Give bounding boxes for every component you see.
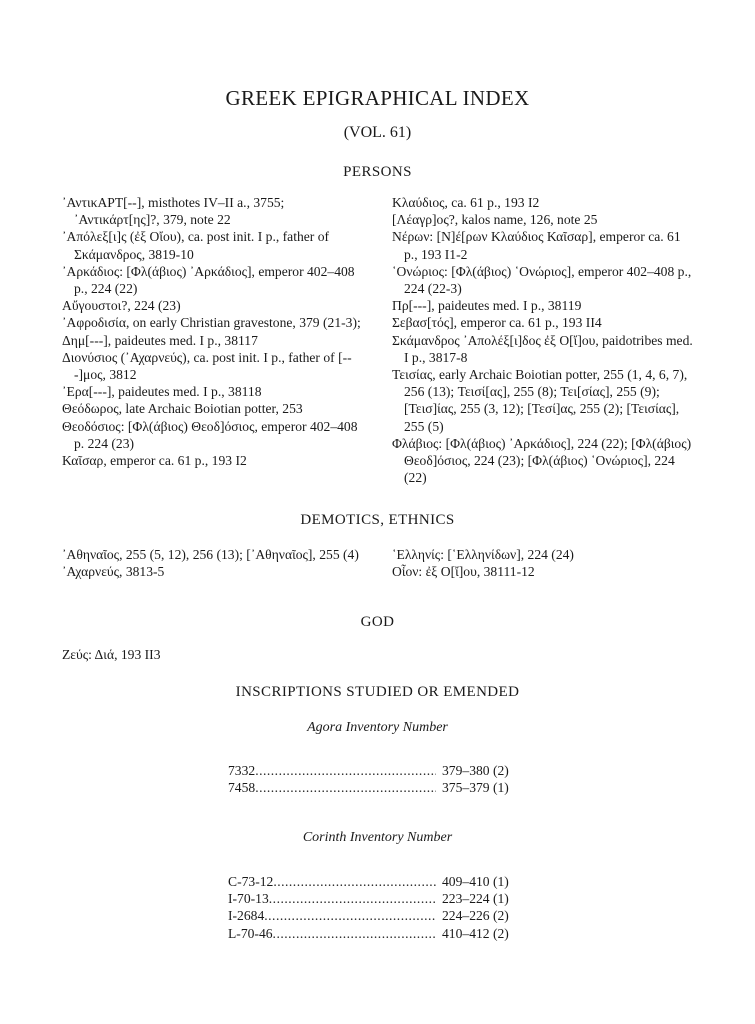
index-entry: ῾Ελληνίς: [῾Ελληνίδων], 224 (24) — [392, 547, 574, 562]
page-reference: 410–412 (2) — [442, 925, 509, 941]
leader-dots — [264, 907, 436, 924]
persons-left-column — [62, 194, 368, 469]
demotics-left-column — [62, 546, 368, 580]
index-entry: Νέρων: [Ν]έ[ρων Κλαύδιος Καῖσαρ], emperor ca. 61 p., 193 I1-2 — [392, 229, 681, 262]
index-entry: ᾿Αρκάδιος: [Φλ(άβιος) ᾿Αρκάδιος], emperor 402–408 p., 224 (22) — [62, 263, 355, 297]
inventory-number: I-2684 — [228, 908, 265, 924]
inventory-number: C-73-12 — [228, 874, 274, 889]
page-reference: 223–224 (1) — [442, 891, 509, 907]
index-entry: Σεβασ[τός], emperor ca. 61 p., 193 II4 — [392, 315, 602, 331]
inventory-row — [228, 890, 528, 907]
page-reference: 224–226 (2) — [442, 908, 509, 924]
index-entry: ᾿ΑντικΑΡΤ[--], misthotes IV–II a., 3755; ᾿Αντικάρτ[ης]?, 379, note 22 — [62, 195, 285, 228]
inventory-number: L-70-46 — [228, 925, 273, 941]
demotics-right-column — [392, 546, 696, 580]
index-entry: ᾿Απόλεξ[ι]ς (ἐξ Οἴου), ca. post init. I p., father of Σκάμανδρος, 3819-10 — [62, 229, 330, 262]
index-entry: ᾿Ερα[---], paideutes med. I p., 38118 — [62, 384, 262, 400]
index-entry: Διονύσιος (᾿Αχαρνεύς), ca. post init. I p., father of [---]μος, 3812 — [62, 349, 352, 383]
index-entry: Ζεύς: Διά, 193 II3 — [62, 647, 161, 662]
section-heading-inscriptions: INSCRIPTIONS STUDIED OR EMENDED — [235, 684, 520, 700]
inventory-number: 7332 — [228, 763, 256, 778]
index-entry: Καῖσαρ, emperor ca. 61 p., 193 I2 — [62, 453, 247, 469]
index-entry: ᾿Αχαρνεύς, 3813-5 — [62, 564, 165, 580]
leader-dots — [255, 779, 436, 796]
index-entry: Σκάμανδρος ᾿Απολέξ[ι]δος ἐξ Ο[ἴ]ου, paidotribes med. I p., 3817-8 — [392, 332, 693, 365]
section-heading-persons: PERSONS — [343, 164, 412, 180]
page-reference: 375–379 (1) — [442, 780, 509, 796]
inventory-row — [228, 762, 528, 779]
volume-label: (VOL. 61) — [343, 124, 412, 141]
corinth-heading: Corinth Inventory Number — [302, 830, 453, 845]
inventory-row — [228, 925, 528, 942]
index-entry: Οἶον: ἐξ Ο[ἴ]ου, 38111-12 — [392, 564, 535, 580]
page-reference: 409–410 (1) — [442, 874, 509, 889]
index-entry: ᾿Αφροδισία, on early Christian gravestone, 379 (21-3); — [62, 315, 361, 331]
persons-right-column — [392, 194, 696, 486]
section-heading-demotics: DEMOTICS, ETHNICS — [300, 512, 455, 528]
index-entry: Δημ[---], paideutes med. I p., 38117 — [62, 332, 258, 348]
corinth-inventory-list — [228, 873, 528, 942]
inventory-number: 7458 — [228, 780, 256, 796]
inventory-number: I-70-13 — [228, 891, 269, 907]
inventory-row — [228, 907, 528, 924]
index-entry: Αὔγουστοι?, 224 (23) — [62, 298, 181, 314]
index-entry: Φλάβιος: [Φλ(άβιος) ᾿Αρκάδιος], 224 (22); [Φλ(άβιος) Θεοδ]όσιος, 224 (23); [Φλ(άβιος) ῾Ονώριος], 224 (22) — [392, 435, 692, 486]
index-entry: Θεόδωρος, late Archaic Boiotian potter, 253 — [62, 401, 303, 417]
index-entry: ᾿Αθηναῖος, 255 (5, 12), 256 (13); [᾿Αθηναῖος], 255 (4) — [62, 547, 359, 562]
inventory-row — [228, 873, 528, 890]
index-entry: ῾Ονώριος: [Φλ(άβιος) ῾Ονώριος], emperor 402–408 p., 224 (22-3) — [392, 263, 692, 297]
agora-heading: Agora Inventory Number — [307, 720, 448, 735]
leader-dots — [273, 925, 436, 942]
index-entry: Πρ[---], paideutes med. I p., 38119 — [392, 298, 582, 314]
index-entry: Κλαύδιος, ca. 61 p., 193 I2 — [392, 195, 540, 210]
page-reference: 379–380 (2) — [442, 763, 509, 778]
index-entry: Θεοδόσιος: [Φλ(άβιος) Θεοδ]όσιος, emperor 402–408 p. 224 (23) — [62, 418, 358, 451]
page-title: GREEK EPIGRAPHICAL INDEX — [225, 86, 530, 110]
inventory-row — [228, 779, 528, 796]
section-heading-god: GOD — [360, 614, 395, 630]
leader-dots — [255, 762, 436, 779]
leader-dots — [273, 873, 436, 890]
agora-inventory-list — [228, 762, 528, 796]
index-entry: [Λέαγρ]ος?, kalos name, 126, note 25 — [392, 212, 598, 228]
leader-dots — [269, 890, 436, 907]
god-column — [62, 646, 368, 663]
index-entry: Τεισίας, early Archaic Boiotian potter, 255 (1, 4, 6, 7), 256 (13); Τεισί[ας], 255 (8); Τει[σίας], 255 (9); [Τεισ]ίας, 255 (3, 12); [Τεσί]ας, 255 (2); [Τεισίας], 255 (5) — [392, 367, 688, 434]
